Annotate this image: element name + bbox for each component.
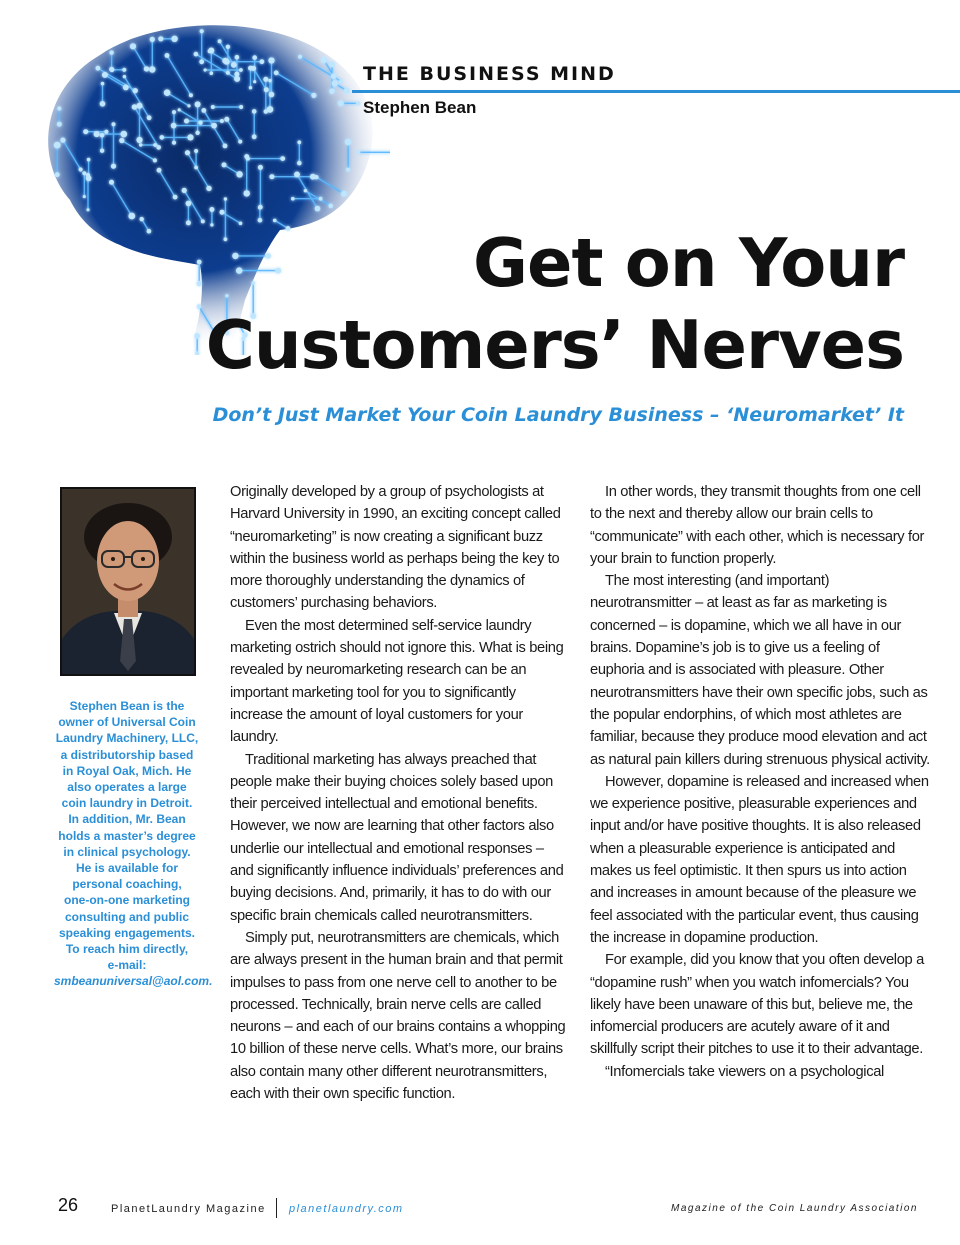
circuit-node xyxy=(211,105,215,109)
association-tagline: Magazine of the Coin Laundry Association xyxy=(671,1203,918,1214)
circuit-node xyxy=(100,101,106,107)
circuit-node xyxy=(222,162,227,167)
circuit-node xyxy=(87,158,91,162)
author-bio-line: coin laundry in Detroit. xyxy=(61,796,193,811)
circuit-node xyxy=(234,72,239,77)
circuit-node xyxy=(239,68,243,72)
circuit-node xyxy=(315,206,321,212)
circuit-node xyxy=(220,119,224,123)
circuit-node xyxy=(249,86,252,89)
circuit-node xyxy=(338,100,344,106)
circuit-node xyxy=(119,138,124,143)
circuit-node xyxy=(211,123,217,129)
circuit-node xyxy=(263,77,268,82)
author-bio xyxy=(54,698,213,990)
circuit-node xyxy=(231,62,237,68)
column1-paragraph-3: Traditional marketing has always preached that people make their buying choices solely based upon their perceived intellectual and emotional benefits. However, we now are learning that other factors also underlie our intellectual and emotional responses – and significantly influence individuals’ preferences and buying decisions. And, primarily, it has to do with our specific brain chemicals called neurotransmitters. xyxy=(230,751,564,924)
circuit-node xyxy=(186,201,192,207)
column2-paragraph-2: The most interesting (and important) neurotransmitter – at least as far as marketing is concerned – is dopamine, which we all have in our brains. Dopamine’s job is to give us a feeling of euphoria and is associated with pleasure. Other neurotransmitters have their own specific jobs, such as the popular endorphins, of which most athletes are familiar, because they produce mood elevation and act as natural pain killers during strenuous physical activity. xyxy=(590,573,930,768)
circuit-node xyxy=(226,45,230,49)
author-bio-line: consulting and public xyxy=(65,909,189,924)
circuit-node xyxy=(197,281,202,286)
author-email[interactable]: smbeanuniversal@aol.com. xyxy=(54,974,213,989)
circuit-node xyxy=(110,67,115,72)
circuit-node xyxy=(194,149,198,153)
circuit-node xyxy=(144,66,149,71)
circuit-node xyxy=(331,73,337,79)
circuit-node xyxy=(264,109,268,113)
circuit-node xyxy=(195,101,201,107)
circuit-node xyxy=(194,333,200,339)
page-footer xyxy=(58,1195,918,1221)
circuit-node xyxy=(258,165,263,170)
circuit-node xyxy=(223,144,228,149)
circuit-node xyxy=(298,55,302,59)
author-bio-text xyxy=(54,698,200,973)
article-column-1 xyxy=(230,481,566,1105)
circuit-node xyxy=(132,104,137,109)
circuit-node xyxy=(173,195,178,200)
circuit-node xyxy=(182,188,187,193)
circuit-node xyxy=(153,143,157,147)
circuit-node xyxy=(100,149,104,153)
circuit-node xyxy=(186,220,191,225)
circuit-node xyxy=(304,189,307,192)
page-number: 26 xyxy=(58,1195,79,1215)
author-portrait-icon xyxy=(62,489,194,674)
circuit-node xyxy=(195,131,199,135)
circuit-node xyxy=(149,66,155,72)
circuit-node xyxy=(345,139,351,145)
section-rule xyxy=(352,90,960,93)
circuit-node xyxy=(185,150,190,155)
author-bio-line: one-on-one marketing xyxy=(63,893,190,908)
circuit-node xyxy=(133,88,138,93)
circuit-node xyxy=(123,75,126,78)
circuit-node xyxy=(199,59,204,64)
circuit-node xyxy=(201,219,205,223)
footer-divider xyxy=(276,1198,277,1218)
circuit-node xyxy=(112,122,116,126)
circuit-node xyxy=(220,210,225,215)
circuit-node xyxy=(194,166,198,170)
circuit-node xyxy=(280,156,285,161)
author-bio-line: e-mail: xyxy=(107,958,147,973)
circuit-node xyxy=(86,208,89,211)
circuit-node xyxy=(189,93,193,97)
circuit-node xyxy=(244,190,250,196)
circuit-node xyxy=(297,140,301,144)
circuit-node xyxy=(123,85,129,91)
circuit-node xyxy=(101,82,105,86)
author-bio-line: in clinical psychology. xyxy=(63,844,191,859)
headline-line-2: Customers’ Nerves xyxy=(205,306,904,384)
circuit-node xyxy=(314,175,318,179)
circuit-node xyxy=(60,138,65,143)
circuit-node xyxy=(198,121,202,125)
circuit-node xyxy=(206,186,211,191)
circuit-node xyxy=(244,154,249,159)
circuit-node xyxy=(252,55,257,60)
circuit-node xyxy=(79,167,83,171)
author-bio-line: To reach him directly, xyxy=(65,942,189,957)
circuit-node xyxy=(164,89,171,96)
circuit-node xyxy=(109,50,113,54)
circuit-node xyxy=(139,143,142,146)
circuit-node xyxy=(130,43,136,49)
circuit-node xyxy=(178,108,181,111)
author-bio-line: In addition, Mr. Bean xyxy=(68,812,186,827)
circuit-node xyxy=(339,79,343,83)
circuit-node xyxy=(238,140,242,144)
column2-paragraph-4: For example, did you know that you often develop a “dopamine rush” when you watch infomercials? You likely have been unaware of this but, believe me, the infomercial producers are acutely aware of it and skillfully script their pitches to use it to their advantage. xyxy=(590,952,924,1058)
circuit-node xyxy=(57,106,61,110)
column1-paragraph-1: Originally developed by a group of psychologists at Harvard University in 1990, an exciting concept called “neuromarketing” is now creating a significant buzz within the business world as perhaps being the key to more thoroughly understanding the dynamics of customers’ purchasing behaviors. xyxy=(230,484,561,612)
circuit-node xyxy=(268,79,271,82)
circuit-node xyxy=(83,129,88,134)
circuit-node xyxy=(209,207,214,212)
author-bio-line: He is available for xyxy=(75,861,179,876)
circuit-node xyxy=(226,71,230,75)
circuit-node xyxy=(147,229,152,234)
circuit-node xyxy=(201,108,206,113)
circuit-node xyxy=(344,88,350,94)
circuit-node xyxy=(187,104,190,107)
circuit-node xyxy=(122,68,126,72)
circuit-node xyxy=(100,133,105,138)
circuit-node xyxy=(252,109,257,114)
circuit-node xyxy=(184,119,189,124)
author-bio-line: Laundry Machinery, LLC, xyxy=(55,731,199,746)
circuit-node xyxy=(210,71,214,75)
circuit-node xyxy=(357,151,361,155)
circuit-node xyxy=(121,131,128,138)
circuit-node xyxy=(332,80,338,86)
circuit-node xyxy=(102,72,108,78)
circuit-node xyxy=(158,36,163,41)
circuit-node xyxy=(269,92,275,98)
circuit-node xyxy=(83,195,86,198)
article-column-2 xyxy=(590,481,932,1083)
circuit-node xyxy=(260,59,265,64)
circuit-node xyxy=(251,66,256,71)
circuit-node xyxy=(140,217,144,221)
circuit-node xyxy=(172,141,176,145)
author-bio-line: also operates a large xyxy=(67,780,187,795)
circuit-node xyxy=(197,260,202,265)
circuit-node xyxy=(94,131,100,137)
circuit-node xyxy=(136,137,142,143)
magazine-name: PlanetLaundry Magazine xyxy=(111,1203,266,1215)
author-bio-line: holds a master’s degree xyxy=(58,828,196,843)
author-bio-line: personal coaching, xyxy=(72,877,182,892)
section-title: THE BUSINESS MIND xyxy=(363,63,616,85)
circuit-node xyxy=(253,80,256,83)
circuit-node xyxy=(297,161,302,166)
author-photo xyxy=(60,487,196,676)
author-bio-line: a distributorship based xyxy=(60,747,194,762)
circuit-node xyxy=(57,122,62,127)
circuit-node xyxy=(195,351,199,355)
circuit-node xyxy=(346,168,350,172)
author-bio-line: Stephen Bean is the xyxy=(69,699,185,713)
author-bio-line: owner of Universal Coin xyxy=(58,715,196,730)
circuit-node xyxy=(268,57,274,63)
circuit-node xyxy=(239,105,243,109)
circuit-node xyxy=(172,110,176,114)
circuit-node xyxy=(197,304,201,308)
article-subhead: Don’t Just Market Your Coin Laundry Business – ‘Neuromarket’ It xyxy=(212,404,904,426)
circuit-node xyxy=(356,101,360,105)
circuit-node xyxy=(96,66,101,71)
circuit-node xyxy=(194,52,199,57)
circuit-node xyxy=(82,171,86,175)
circuit-node xyxy=(150,37,155,42)
circuit-node xyxy=(329,88,335,94)
circuit-node xyxy=(218,39,222,43)
circuit-node xyxy=(156,145,161,150)
circuit-node xyxy=(319,197,323,201)
circuit-node xyxy=(252,134,257,139)
circuit-node xyxy=(54,142,61,149)
circuit-node xyxy=(147,115,152,120)
circuit-node xyxy=(200,29,204,33)
circuit-node xyxy=(153,158,157,162)
circuit-node xyxy=(236,171,242,177)
circuit-node xyxy=(128,213,135,220)
circuit-node xyxy=(111,164,116,169)
magazine-url-link[interactable]: planetlaundry.com xyxy=(289,1203,404,1215)
circuit-node xyxy=(165,53,170,58)
circuit-node xyxy=(187,134,193,140)
circuit-node xyxy=(274,70,279,75)
circuit-node xyxy=(328,204,333,209)
circuit-node xyxy=(291,197,295,201)
circuit-node xyxy=(204,68,207,71)
circuit-node xyxy=(329,61,335,67)
column1-paragraph-4: Simply put, neurotransmitters are chemicals, which are always present in the human brain and that permit impulses to pass from one nerve cell to another to be processed. Technically, brain nerve cells are called neurons – and each of our brains contains a whopping 10 billion of these nerve cells. What’s more, our brains also contain many other different neurotransmitters, each with their own specific function. xyxy=(230,929,566,1103)
circuit-node xyxy=(258,205,263,210)
circuit-node xyxy=(224,59,230,65)
circuit-node xyxy=(160,135,165,140)
circuit-node xyxy=(311,93,316,98)
circuit-node xyxy=(208,49,212,53)
circuit-node xyxy=(55,172,60,177)
circuit-node xyxy=(171,123,177,129)
circuit-node xyxy=(104,130,108,134)
headline-line-1: Get on Your xyxy=(473,224,904,302)
circuit-node xyxy=(86,173,90,177)
circuit-node xyxy=(224,117,229,122)
circuit-node xyxy=(157,168,162,173)
column1-paragraph-2: Even the most determined self-service laundry marketing ostrich should not ignore this. What is being revealed by neuromarketing research can be an important marketing tool for you to significantly increase the amount of loyal customers for your laundry. xyxy=(230,617,564,746)
circuit-node xyxy=(109,180,114,185)
author-byline: Stephen Bean xyxy=(363,98,477,117)
circuit-node xyxy=(264,87,269,92)
circuit-node xyxy=(294,172,300,178)
circuit-node xyxy=(269,174,274,179)
author-bio-line: speaking engagements. xyxy=(58,925,196,940)
author-bio-line: in Royal Oak, Mich. He xyxy=(62,763,192,778)
circuit-node xyxy=(341,191,347,197)
circuit-node xyxy=(235,55,240,60)
column2-paragraph-3: However, dopamine is released and increased when we experience positive, pleasurable experiences and input and/or have positive thoughts. It is also released when a pleasurable experience is anticipated and makes us feel optimistic. It then spurs us into action and increases in amount because of the pleasure we feel associated with the particular event, thus causing the increase in dopamine production. xyxy=(590,773,929,946)
circuit-node xyxy=(171,36,177,42)
circuit-node xyxy=(224,197,227,200)
circuit-node xyxy=(234,76,240,82)
article-headline xyxy=(206,222,904,386)
circuit-node xyxy=(321,57,327,63)
column2-paragraph-5: “Infomercials take viewers on a psychological xyxy=(605,1063,884,1080)
column2-paragraph-1: In other words, they transmit thoughts from one cell to the next and thereby allow our brain cells to “communicate” with each other, which is necessary for your brain to function properly. xyxy=(590,484,925,567)
circuit-node xyxy=(137,103,143,109)
